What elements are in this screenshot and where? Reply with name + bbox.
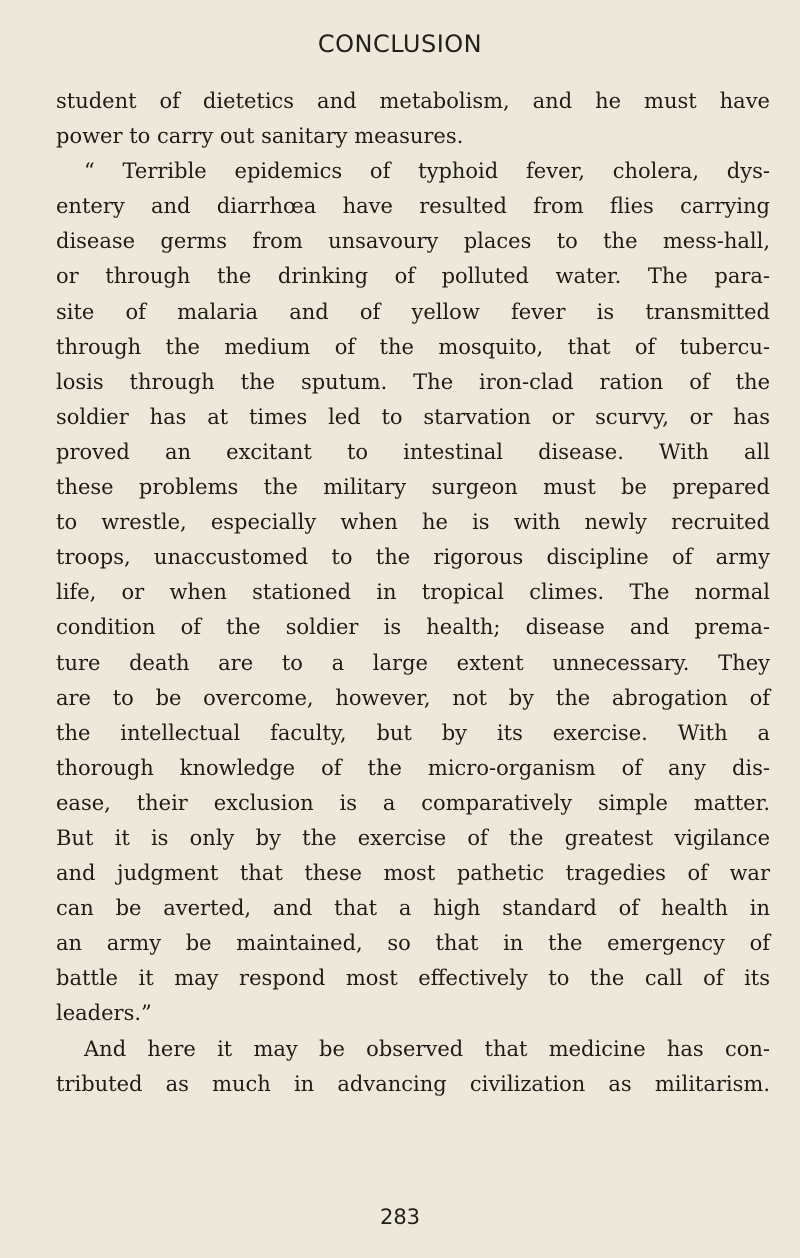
text-line: But it is only by the exercise of the greatest vigilance xyxy=(56,825,770,850)
text-line: these problems the military surgeon must be prepared xyxy=(56,475,770,500)
text-line: troops, unaccustomed to the rigorous discipline of army xyxy=(56,545,770,570)
text-line: an army be maintained, so that in the emergency of xyxy=(56,931,770,956)
text-line: student of dietetics and metabolism, and he must have xyxy=(56,89,770,113)
text-line: life, or when stationed in tropical climes. The normal xyxy=(56,580,770,605)
text-line: and judgment that these most pathetic tragedies of war xyxy=(56,861,770,886)
text-line: proved an excitant to intestinal disease. With all xyxy=(56,439,770,464)
text-line: losis through the sputum. The iron-clad ration of the xyxy=(56,369,770,394)
text-line: disease germs from unsavoury places to the mess-hall, xyxy=(56,229,770,254)
running-head: CONCLUSION xyxy=(317,30,483,58)
body-text xyxy=(56,84,770,1102)
text-line: tributed as much in advancing civilization as militarism. xyxy=(56,1071,770,1096)
page-number: 283 xyxy=(379,1205,421,1229)
text-line: site of malaria and of yellow fever is transmitted xyxy=(56,299,770,324)
text-line: And here it may be observed that medicine has con- xyxy=(84,1036,770,1061)
text-line: the intellectual faculty, but by its exercise. With a xyxy=(56,720,770,745)
text-line: battle it may respond most effectively to the call of its xyxy=(56,966,770,991)
text-line: can be averted, and that a high standard of health in xyxy=(56,896,770,921)
text-line: power to carry out sanitary measures. xyxy=(56,124,464,149)
text-line: entery and diarrhœa have resulted from flies carrying xyxy=(56,194,770,219)
text-line: leaders.” xyxy=(56,1001,152,1026)
text-line: to wrestle, especially when he is with newly recruited xyxy=(56,510,770,535)
text-line: condition of the soldier is health; disease and prema- xyxy=(56,615,770,640)
text-line: ease, their exclusion is a comparatively simple matter. xyxy=(56,790,770,815)
text-line: through the medium of the mosquito, that of tubercu- xyxy=(56,334,770,359)
text-line: are to be overcome, however, not by the abrogation of xyxy=(56,685,770,710)
text-line: ture death are to a large extent unnecessary. They xyxy=(56,650,770,675)
text-line: soldier has at times led to starvation or scurvy, or has xyxy=(56,404,770,429)
text-line: thorough knowledge of the micro-organism of any dis- xyxy=(56,755,770,780)
text-line: or through the drinking of polluted water. The para- xyxy=(56,264,770,289)
text-line: “ Terrible epidemics of typhoid fever, cholera, dys- xyxy=(84,159,770,184)
